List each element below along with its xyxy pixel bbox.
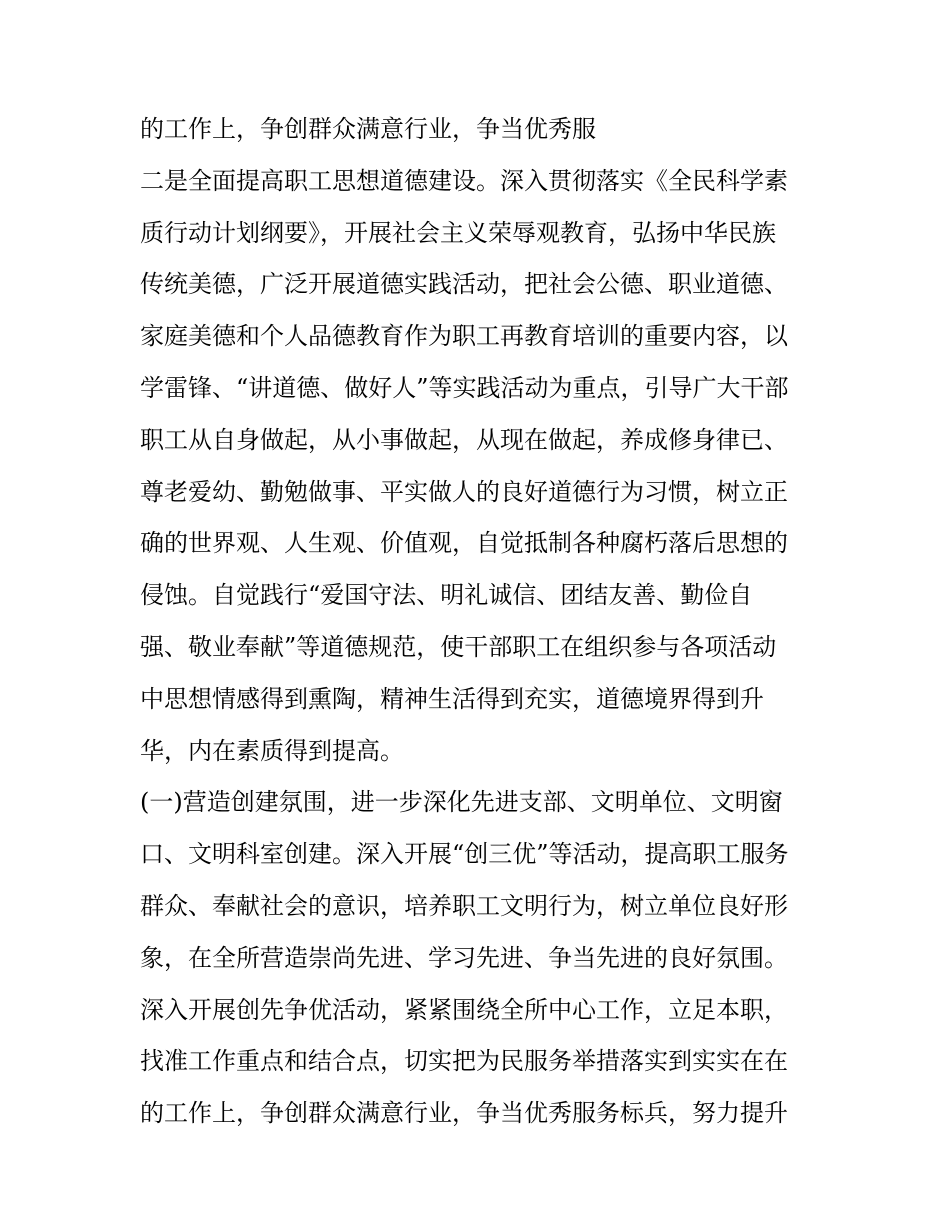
text-line: 尊老爱幼、勤勉做事、平实做人的良好道德行为习惯，树立正 [140, 477, 788, 506]
text-line: (一)营造创建氛围，进一步深化先进支部、文明单位、文明窗 [140, 788, 783, 817]
text-line: 象，在全所营造崇尚先进、学习先进、争当先进的良好氛围。 [140, 943, 788, 972]
text-line: 二是全面提高职工思想道德建设。深入贯彻落实《全民科学素 [140, 166, 788, 195]
text-line: 家庭美德和个人品德教育作为职工再教育培训的重要内容，以 [140, 322, 788, 351]
text-line: 的工作上，争创群众满意行业，争当优秀服务标兵，努力提升 [140, 1099, 788, 1128]
text-line: 口、文明科室创建。深入开展“创三优”等活动，提高职工服务 [140, 840, 789, 869]
text-line: 职工从自身做起，从小事做起，从现在做起，养成修身律已、 [140, 425, 788, 454]
text-line: 群众、奉献社会的意识，培养职工文明行为，树立单位良好形 [140, 891, 788, 920]
text-line: 中思想情感得到熏陶，精神生活得到充实，道德境界得到升 [140, 684, 764, 713]
text-line: 学雷锋、“讲道德、做好人”等实践活动为重点，引导广大干部 [140, 373, 789, 402]
text-line: 的工作上，争创群众满意行业，争当优秀服 [140, 115, 596, 143]
text-line: 质行动计划纲要》，开展社会主义荣辱观教育，弘扬中华民族 [140, 218, 776, 247]
text-line: 深入开展创先争优活动，紧紧围绕全所中心工作，立足本职， [140, 995, 788, 1024]
text-line: 找准工作重点和结合点，切实把为民服务举措落实到实实在在 [140, 1047, 788, 1076]
text-line: 强、敬业奉献”等道德规范，使干部职工在组织参与各项活动 [140, 632, 777, 661]
text-line: 侵蚀。自觉践行“爱国守法、明礼诚信、团结友善、勤俭自 [140, 581, 753, 610]
text-line: 传统美德，广泛开展道德实践活动，把社会公德、职业道德、 [140, 270, 788, 299]
text-line: 确的世界观、人生观、价值观，自觉抵制各种腐朽落后思想的 [140, 529, 788, 558]
text-line: 华，内在素质得到提高。 [140, 736, 404, 765]
document-body [140, 104, 820, 1140]
